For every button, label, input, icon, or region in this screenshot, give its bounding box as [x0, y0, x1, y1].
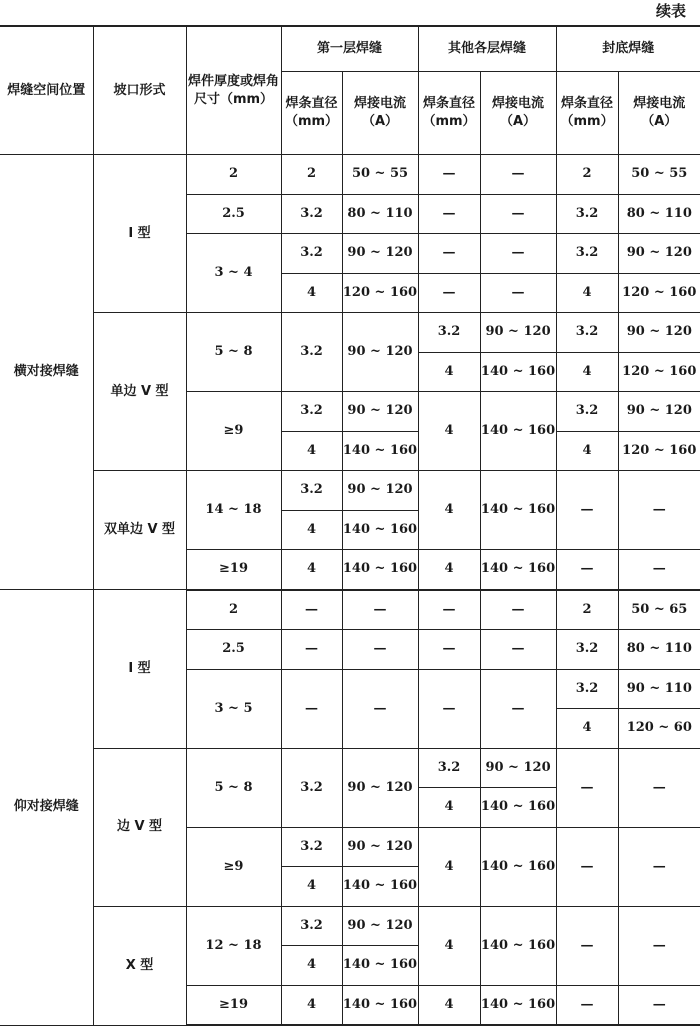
header-first-layer: 第一层焊缝: [281, 26, 418, 72]
table-cell: 90 ~ 120: [342, 748, 418, 827]
table-cell: 120 ~ 160: [618, 273, 700, 313]
table-cell: 2.5: [186, 194, 281, 234]
header-backing-rod-dia: 焊条直径（mm）: [556, 72, 618, 155]
table-cell: 50 ~ 65: [618, 590, 700, 630]
table-cell: 2: [186, 155, 281, 195]
table-cell: 50 ~ 55: [618, 155, 700, 195]
table-cell: 3.2: [418, 748, 480, 788]
table-cell: 3.2: [281, 748, 342, 827]
table-cell: 4: [418, 550, 480, 590]
table-cell: 120 ~ 60: [618, 709, 700, 749]
table-cell: —: [556, 985, 618, 1025]
table-cell: —: [618, 827, 700, 906]
table-cell: 140 ~ 160: [480, 906, 556, 985]
table-cell: 4: [418, 788, 480, 828]
table-cell: 90 ~ 120: [342, 392, 418, 432]
table-cell: —: [618, 985, 700, 1025]
table-cell: —: [418, 155, 480, 195]
table-cell: 50 ~ 55: [342, 155, 418, 195]
table-cell: 90 ~ 120: [618, 234, 700, 274]
table-cell: —: [480, 234, 556, 274]
table-cell: 140 ~ 160: [342, 985, 418, 1025]
table-cell: 140 ~ 160: [480, 550, 556, 590]
table-cell: —: [556, 906, 618, 985]
header-other-rod-dia: 焊条直径（mm）: [418, 72, 480, 155]
table-cell: ≥19: [186, 550, 281, 590]
table-cell: 3.2: [281, 194, 342, 234]
table-cell: 3 ~ 5: [186, 669, 281, 748]
table-cell: —: [556, 748, 618, 827]
table-cell: —: [480, 155, 556, 195]
table-cell: —: [556, 550, 618, 590]
table-cell: 140 ~ 160: [480, 788, 556, 828]
table-cell: 3.2: [556, 630, 618, 670]
table-cell: 90 ~ 120: [342, 471, 418, 511]
table-cell: 3.2: [418, 313, 480, 353]
table-cell: 90 ~ 120: [480, 313, 556, 353]
table-cell: 90 ~ 120: [618, 313, 700, 353]
welding-parameters-table: [0, 25, 700, 1026]
table-cell: —: [281, 669, 342, 748]
groove-o-V: 边 V 型: [93, 748, 186, 906]
table-cell: 3.2: [556, 392, 618, 432]
table-cell: 140 ~ 160: [480, 352, 556, 392]
table-cell: 2: [556, 590, 618, 630]
table-cell: 3.2: [556, 669, 618, 709]
table-cell: 3.2: [281, 313, 342, 392]
table-cell: —: [418, 590, 480, 630]
table-cell: 140 ~ 160: [342, 946, 418, 986]
table-cell: 4: [281, 510, 342, 550]
table-cell: —: [480, 273, 556, 313]
table-cell: —: [618, 471, 700, 550]
table-cell: —: [418, 669, 480, 748]
groove-h-double-V: 双单边 V 型: [93, 471, 186, 590]
table-cell: —: [418, 630, 480, 670]
table-cell: 4: [556, 709, 618, 749]
table-cell: —: [618, 748, 700, 827]
table-cell: 2.5: [186, 630, 281, 670]
table-cell: 120 ~ 160: [618, 352, 700, 392]
table-cell: 4: [281, 867, 342, 907]
header-other-layers: 其他各层焊缝: [418, 26, 556, 72]
header-backing: 封底焊缝: [556, 26, 700, 72]
table-cell: —: [342, 630, 418, 670]
table-cell: —: [418, 234, 480, 274]
table-cell: 3.2: [556, 234, 618, 274]
table-cell: 90 ~ 120: [618, 392, 700, 432]
table-cell: 3.2: [281, 827, 342, 867]
group-horizontal: 横对接焊缝: [0, 155, 93, 590]
table-cell: 4: [418, 827, 480, 906]
table-cell: 4: [281, 985, 342, 1025]
table-cell: —: [618, 906, 700, 985]
header-groove: 坡口形式: [93, 26, 186, 155]
table-cell: ≥19: [186, 985, 281, 1025]
table-cell: —: [480, 669, 556, 748]
table-cell: 4: [281, 550, 342, 590]
table-cell: 4: [281, 946, 342, 986]
table-cell: 90 ~ 120: [342, 313, 418, 392]
header-thickness: 焊件厚度或焊角尺寸（mm）: [186, 26, 281, 155]
table-cell: 140 ~ 160: [342, 431, 418, 471]
table-cell: 140 ~ 160: [480, 985, 556, 1025]
table-cell: 3.2: [281, 234, 342, 274]
table-cell: 4: [556, 273, 618, 313]
table-cell: 4: [418, 392, 480, 471]
header-position: 焊缝空间位置: [0, 26, 93, 155]
table-cell: 4: [418, 471, 480, 550]
table-cell: 5 ~ 8: [186, 313, 281, 392]
table-cell: 3 ~ 4: [186, 234, 281, 313]
table-cell: 12 ~ 18: [186, 906, 281, 985]
group-overhead: 仰对接焊缝: [0, 590, 93, 1026]
table-cell: 140 ~ 160: [480, 392, 556, 471]
table-cell: 80 ~ 110: [618, 630, 700, 670]
table-cell: —: [342, 669, 418, 748]
table-cell: —: [281, 630, 342, 670]
table-cell: —: [556, 471, 618, 550]
table-cell: —: [618, 550, 700, 590]
table-cell: 90 ~ 120: [480, 748, 556, 788]
table-cell: 4: [281, 273, 342, 313]
table-cell: 4: [418, 906, 480, 985]
table-cell: 4: [556, 431, 618, 471]
table-cell: —: [480, 590, 556, 630]
table-cell: 2: [281, 155, 342, 195]
table-cell: 90 ~ 120: [342, 827, 418, 867]
header-first-rod-dia: 焊条直径（mm）: [281, 72, 342, 155]
table-cell: 140 ~ 160: [480, 471, 556, 550]
table-cell: 90 ~ 110: [618, 669, 700, 709]
table-cell: 3.2: [556, 194, 618, 234]
table-cell: 140 ~ 160: [342, 510, 418, 550]
table-cell: —: [480, 194, 556, 234]
table-cell: 3.2: [556, 313, 618, 353]
table-cell: —: [418, 273, 480, 313]
table-cell: 4: [281, 431, 342, 471]
groove-h-I: I 型: [93, 155, 186, 313]
table-cell: 2: [186, 590, 281, 630]
table-cell: 80 ~ 110: [618, 194, 700, 234]
continued-label: 续表: [655, 2, 686, 20]
table-cell: 4: [418, 985, 480, 1025]
table-cell: 3.2: [281, 906, 342, 946]
table-cell: —: [418, 194, 480, 234]
table-cell: 90 ~ 120: [342, 234, 418, 274]
table-cell: —: [480, 630, 556, 670]
table-cell: 140 ~ 160: [480, 827, 556, 906]
table-cell: 3.2: [281, 392, 342, 432]
table-cell: 80 ~ 110: [342, 194, 418, 234]
groove-o-I: I 型: [93, 590, 186, 749]
table-cell: 5 ~ 8: [186, 748, 281, 827]
table-cell: 120 ~ 160: [618, 431, 700, 471]
table-cell: —: [342, 590, 418, 630]
table-cell: 3.2: [281, 471, 342, 511]
table-cell: 2: [556, 155, 618, 195]
header-first-current: 焊接电流（A）: [342, 72, 418, 155]
header-other-current: 焊接电流（A）: [480, 72, 556, 155]
table-cell: 90 ~ 120: [342, 906, 418, 946]
table-cell: ≥9: [186, 827, 281, 906]
table-cell: —: [281, 590, 342, 630]
table-cell: 140 ~ 160: [342, 867, 418, 907]
table-cell: —: [556, 827, 618, 906]
groove-h-single-V: 单边 V 型: [93, 313, 186, 471]
header-backing-current: 焊接电流（A）: [618, 72, 700, 155]
table-cell: ≥9: [186, 392, 281, 471]
groove-o-X: X 型: [93, 906, 186, 1025]
table-cell: 140 ~ 160: [342, 550, 418, 590]
table-cell: 4: [556, 352, 618, 392]
table-cell: 4: [418, 352, 480, 392]
table-cell: 14 ~ 18: [186, 471, 281, 550]
table-cell: 120 ~ 160: [342, 273, 418, 313]
